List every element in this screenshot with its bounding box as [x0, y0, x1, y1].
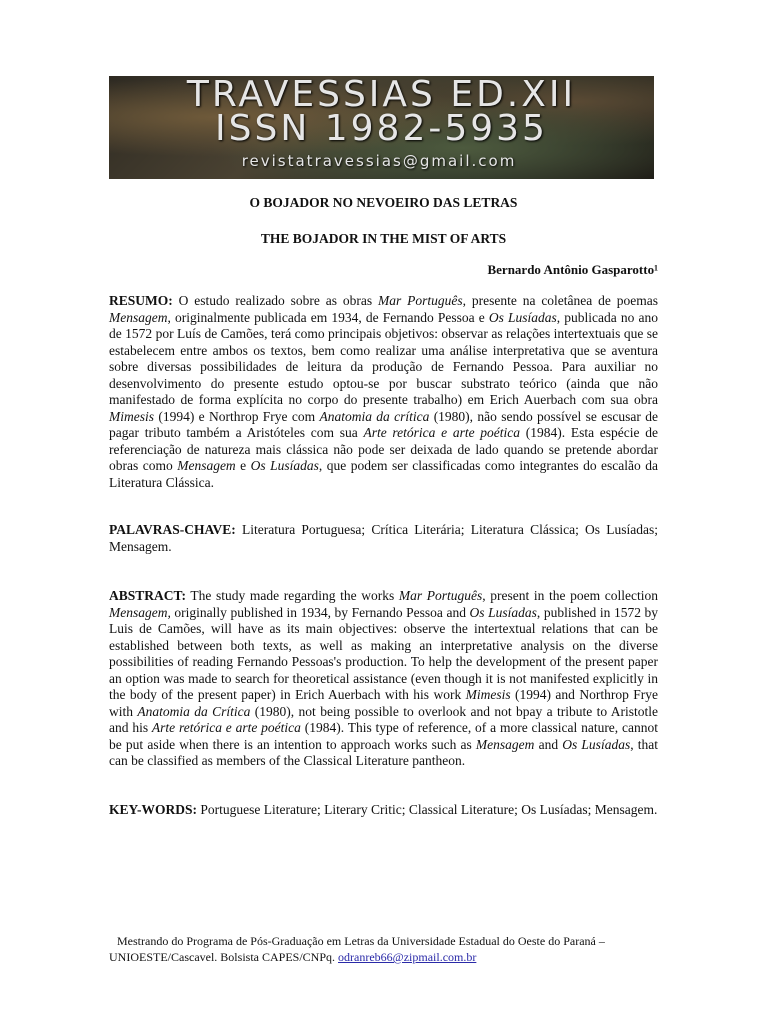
footnote: [109, 933, 658, 965]
author-name: Bernardo Antônio Gasparotto¹: [487, 262, 658, 277]
title-english: THE BOJADOR IN THE MIST OF ARTS: [260, 231, 507, 246]
key-words-paragraph: KEY-WORDS: Portuguese Literature; Literary Critic; Classical Literature; Os Lusíadas; Mensagem.: [109, 802, 658, 817]
banner-title: TRAVESSIAS ED.XII: [186, 76, 577, 115]
banner-issn: ISSN 1982-5935: [215, 108, 548, 149]
abstract-label: ABSTRACT:: [109, 588, 187, 603]
abstract-paragraph: ABSTRACT: The study made regarding the works Mar Português, present in the poem collection Mensagem, originally published in 1934, by Fernando Pessoa and Os Lusíadas, published in 1572 by Luis de Camões, will have as its main objectives: observe the intertextual relations that can be established between both texts, as well as making an interpretative analysis on the diverse possibilities of reading Fernando Pessoas's production. To help the development of the present paper an option was made to search for theoretical assistance (even though it is not manifested explicitly in the body of the present paper) in Erich Auerbach with his work Mimesis (1994) and Northrop Frye with Anatomia da Crítica (1980), not being possible to overlook and not bpay a tribute to Aristotle and his Arte retórica e arte poética (1984). This type of reference, of a more classical nature, cannot be put aside when there is an intention to approach works such as Mensagem and Os Lusíadas, that can be classified as members of the Classical Literature pantheon.: [109, 588, 659, 768]
title-portuguese: O BOJADOR NO NEVOEIRO DAS LETRAS: [249, 195, 518, 210]
resumo-paragraph: RESUMO: O estudo realizado sobre as obras Mar Português, presente na coletânea de poemas Mensagem, originalmente publicada em 1934, de Fernando Pessoa e Os Lusíadas, publicada no ano de 1572 por Luís de Camões, terá como principais objetivos: observar as relações intertextuais que se estabelecem entre ambos os textos, bem como realizar uma análise interpretativa que se aventura sobre diversas possibilidades de leitura da produção de Fernando Pessoa. Para auxiliar no desenvolvimento do presente estudo optou-se por buscar substrato teórico (ainda que não manifestado de forma explícita no corpo do presente trabalho) em Erich Auerbach com sua obra Mimesis (1994) e Northrop Frye com Anatomia da crítica (1980), não sendo possível se escusar de pagar tributo também a Aristóteles com sua Arte retórica e arte poética (1984). Esta espécie de referenciação de natureza mais clássica não pode ser deixada de lado quando se pretende abordar obras como Mensagem e Os Lusíadas, que podem ser classificadas como integrantes do escalão da Literatura Clássica.: [109, 293, 659, 490]
banner-email: revistatravessias@gmail.com: [241, 152, 517, 170]
footnote-text: Mestrando do Programa de Pós-Graduação em Letras da Universidade Estadual do Oeste do Paraná – UNIOESTE/Cascavel. Bolsista CAPES/CNPq.: [109, 934, 605, 964]
journal-banner: [109, 76, 654, 179]
footnote-email-link[interactable]: odranreb66@zipmail.com.br: [338, 950, 477, 964]
key-words-label: KEY-WORDS:: [109, 802, 198, 817]
palavras-chave-label: PALAVRAS-CHAVE:: [109, 522, 236, 537]
palavras-chave-paragraph: PALAVRAS-CHAVE: Literatura Portuguesa; Crítica Literária; Literatura Clássica; Os Lusíadas; Mensagem.: [109, 522, 658, 554]
resumo-label: RESUMO:: [109, 293, 173, 308]
